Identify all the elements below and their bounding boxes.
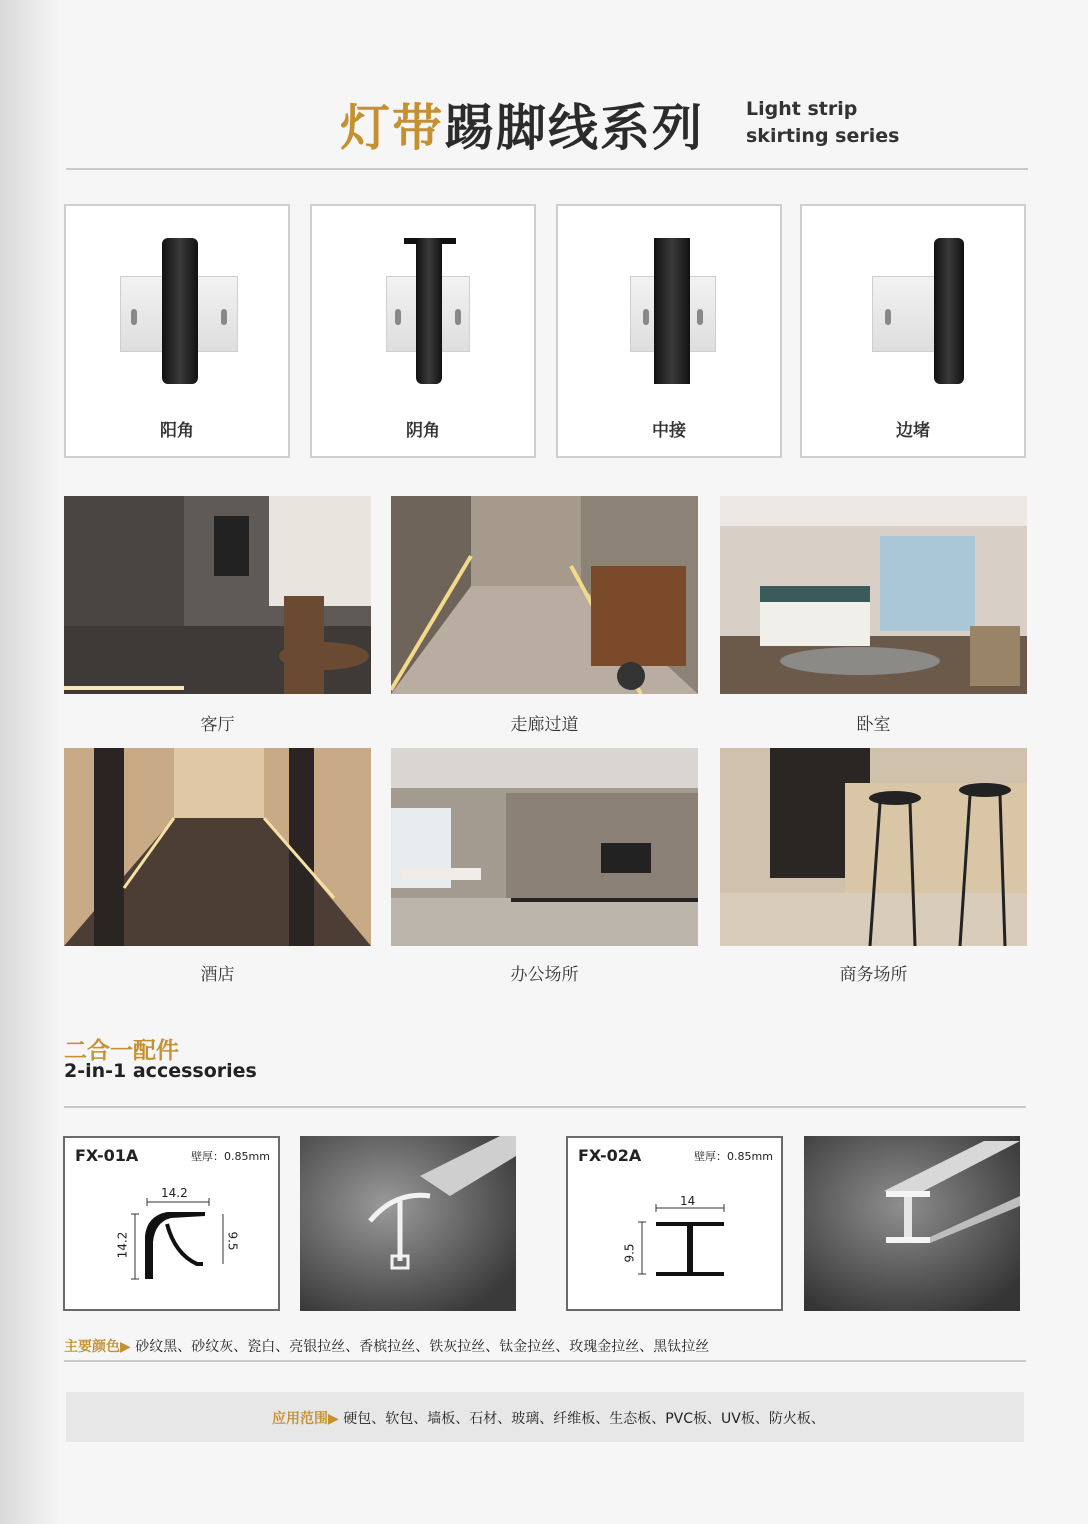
- colors-line: [64, 1336, 709, 1356]
- profile-drawing: [624, 1198, 744, 1288]
- spec-code: FX-01A: [75, 1146, 139, 1165]
- title-accent: 灯带: [340, 99, 444, 157]
- profile-image: [162, 238, 198, 384]
- spec-code: FX-02A: [578, 1146, 642, 1165]
- colors-value: 砂纹黑、砂纹灰、瓷白、亮银拉丝、香槟拉丝、铁灰拉丝、钛金拉丝、玫瑰金拉丝、黑钛拉丝: [135, 1339, 710, 1355]
- scene-photo-hotel: [64, 748, 371, 946]
- colors-divider: [64, 1360, 1026, 1362]
- page-edge-shadow: [0, 0, 60, 1524]
- subtitle-line-2: skirting series: [746, 125, 900, 147]
- dim-depth: 9.5: [225, 1231, 240, 1251]
- scene-caption: 卧室: [856, 715, 891, 735]
- clip-image: [872, 276, 938, 352]
- header-divider: [66, 168, 1028, 170]
- spec-wall-thickness: 壁厚：0.85mm: [694, 1150, 773, 1163]
- scope-value: 硬包、软包、墙板、石材、玻璃、纤维板、生态板、PVC板、UV板、防火板、: [343, 1411, 825, 1427]
- card-label: 边堵: [896, 421, 930, 441]
- corner-card-endcap: [800, 204, 1026, 458]
- scene-caption: 办公场所: [510, 965, 579, 985]
- dim-height: 9.5: [622, 1243, 637, 1263]
- card-label: 阳角: [160, 421, 194, 441]
- scope-line: [272, 1408, 825, 1428]
- scene-caption: 酒店: [200, 965, 235, 985]
- corner-card-outer: [64, 204, 290, 458]
- dim-width: 14.2: [161, 1186, 188, 1200]
- scope-label: 应用范围▶: [272, 1411, 339, 1427]
- scene-photo-commercial: [720, 748, 1027, 946]
- title-rest: 踢脚线系列: [444, 99, 704, 157]
- page-title: [340, 88, 704, 160]
- subtitle-line-1: Light strip: [746, 98, 858, 120]
- scene-photo-corridor: [391, 496, 698, 694]
- scene-photo-living-room: [64, 496, 371, 694]
- scene-photo-bedroom: [720, 496, 1027, 694]
- colors-label: 主要颜色▶: [64, 1339, 131, 1355]
- profile-image: [934, 238, 964, 384]
- card-label: 阴角: [406, 421, 440, 441]
- scene-caption: 走廊过道: [510, 715, 579, 735]
- profile-image: [416, 238, 442, 384]
- product-photo-fx02a: [804, 1136, 1020, 1311]
- accessories-title: 二合一配件: [64, 1038, 179, 1064]
- scene-caption: 客厅: [200, 715, 235, 735]
- card-label: 中接: [652, 421, 686, 441]
- accessories-subtitle: 2-in-1 accessories: [64, 1060, 257, 1082]
- spec-wall-thickness: 壁厚：0.85mm: [191, 1150, 270, 1163]
- spec-card-fx01a: [63, 1136, 280, 1311]
- scene-photo-office: [391, 748, 698, 946]
- corner-card-inner: [310, 204, 536, 458]
- accessories-divider: [64, 1106, 1026, 1108]
- product-photo-fx01a: [300, 1136, 516, 1311]
- scene-caption: 商务场所: [839, 965, 908, 985]
- dim-height: 14.2: [115, 1231, 130, 1259]
- spec-card-fx02a: [566, 1136, 783, 1311]
- profile-image: [654, 238, 690, 384]
- page-subtitle-en: [746, 96, 899, 150]
- corner-card-joint: [556, 204, 782, 458]
- dim-width: 14: [680, 1194, 696, 1208]
